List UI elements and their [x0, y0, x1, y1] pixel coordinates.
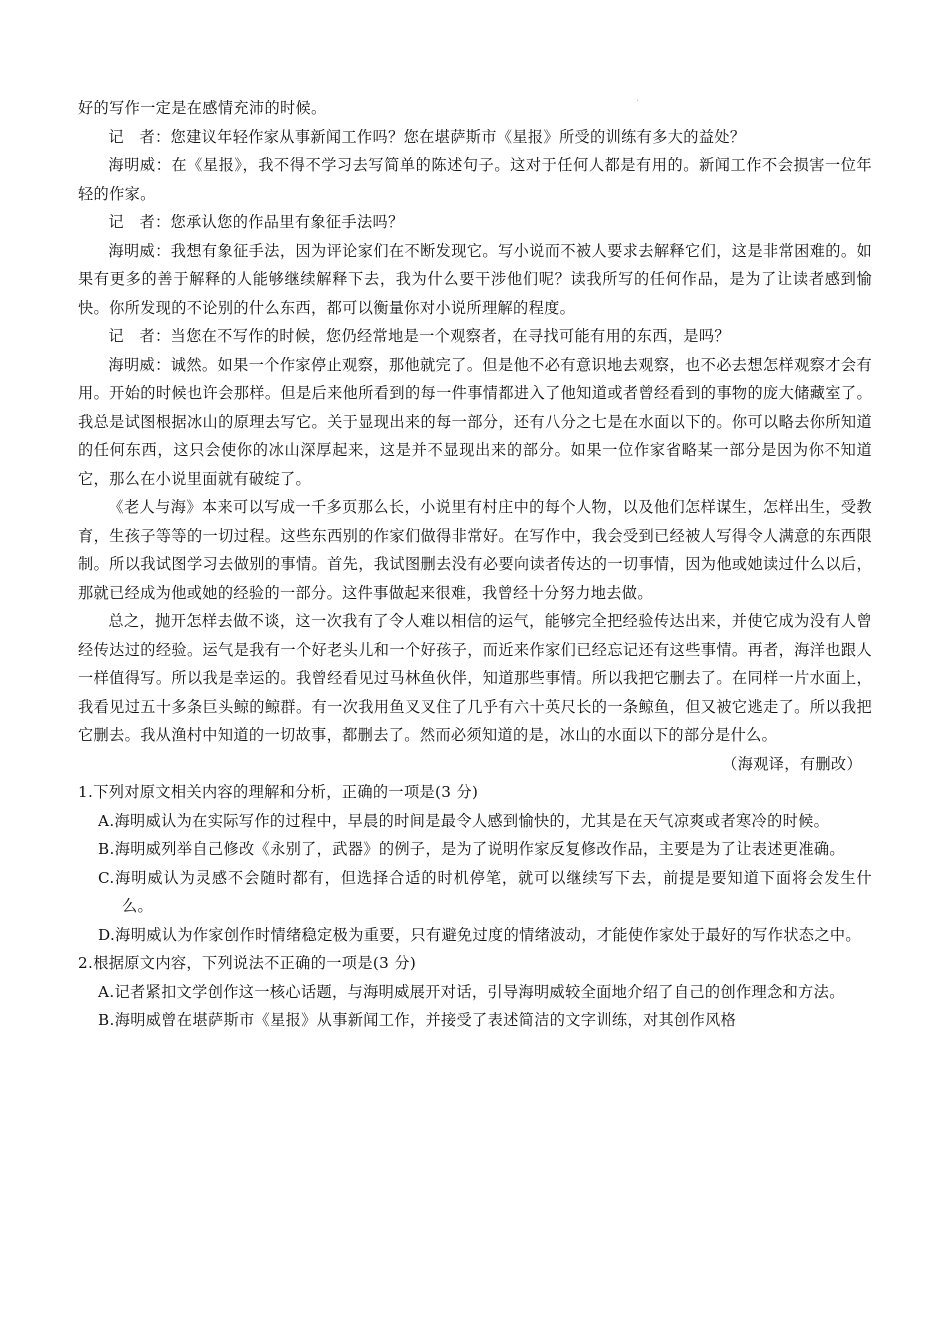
interview-paragraph: 总之，抛开怎样去做不谈，这一次我有了令人难以相信的运气，能够完全把经验传达出来，并使它成为没有人曾经传达过的经验。运气是我有一个好老头儿和一个好孩子，而近来作家们已经忘记还有这些事情。再者，海洋也跟人一样值得写。所以我是幸运的。我曾经看见过马林鱼伙伴，知道那些事情。所以我把它删去了。在同样一片水面上，我看见过五十多条巨头鲸的鲸群。有一次我用鱼叉叉住了几乎有六十英尺长的一条鲸鱼，但又被它逃走了。所以我把它删去。我从渔村中知道的一切故事，都删去了。然而必须知道的是，冰山的水面以下的部分是什么。 [78, 612, 872, 744]
question-stem: 1.下列对原文相关内容的理解和分析，正确的一项是(3 分) [78, 783, 479, 801]
interview-paragraph: 记 者：您承认您的作品里有象征手法吗？ [108, 213, 404, 231]
option-a: A.海明威认为在实际写作的过程中，早晨的时间是最令人感到愉快的，尤其是在天气凉爽或者寒冷的时候。 [98, 811, 830, 830]
option-b: B.海明威列举自己修改《永别了，武器》的例子，是为了说明作家反复修改作品，主要是为了让表述更准确。 [98, 840, 845, 858]
question-stem: 2.根据原文内容，下列说法不正确的一项是(3 分) [78, 954, 417, 972]
option-b: B.海明威曾在堪萨斯市《星报》从事新闻工作，并接受了表述简洁的文字训练，对其创作风格 [98, 1011, 737, 1029]
source-attribution: （海观译，有删改） [722, 754, 862, 773]
interview-paragraph: 海明威：诚然。如果一个作家停止观察，那他就完了。但是他不必有意识地去观察，也不必去想怎样观察才会有用。开始的时候也许会那样。但是后来他所看到的每一件事情都进入了他知道或者曾经看到的事物的庞大储藏室了。我总是试图根据冰山的原理去写它。关于显现出来的每一部分，还有八分之七是在水面以下的。你可以略去你所知道的任何东西，这只会使你的冰山深厚起来，这是并不显现出来的部分。如果一位作家省略某一部分是因为你不知道它，那么在小说里面就有破绽了。 [78, 355, 872, 488]
interview-paragraph: 《老人与海》本来可以写成一千多页那么长，小说里有村庄中的每个人物，以及他们怎样谋生，怎样出生，受教育，生孩子等等的一切过程。这些东西别的作家们做得非常好。在写作中，我会受到已经被人写得令人满意的东西限制。所以我试图学习去做别的事情。首先，我试图删去没有必要向读者传达的一切事情，因为他或她读过什么以后，那就已经成为他或她的经验的一部分。这件事做起来很难，我曾经十分努力地去做。 [78, 498, 872, 602]
interview-paragraph: 记 者：当您在不写作的时候，您仍经常地是一个观察者，在寻找可能有用的东西，是吗？ [108, 327, 730, 345]
interview-paragraph: 海明威：在《星报》，我不得不学习去写简单的陈述句子。这对于任何人都是有用的。新闻工作不会损害一位年轻的作家。 [78, 156, 872, 203]
interview-paragraph: 记 者：您建议年轻作家从事新闻工作吗？您在堪萨斯市《星报》所受的训练有多大的益处？ [108, 127, 746, 146]
option-a: A.记者紧扣文学创作这一核心话题，与海明威展开对话，引导海明威较全面地介绍了自己的创作理念和方法。 [98, 982, 845, 1001]
question-2 [78, 949, 872, 1035]
option-c: C.海明威认为灵感不会随时都有，但选择合适的时机停笔，就可以继续写下去，前提是要知道下面将会发生什么。 [98, 868, 872, 915]
interview-paragraph: 海明威：我想有象征手法，因为评论家们在不断发现它。写小说而不被人要求去解释它们，这是非常困难的。如果有更多的善于解释的人能够继续解释下去，我为什么要干涉他们呢？读我所写的任何作品，是为了让读者感到愉快。你所发现的不论别的什么东西，都可以衡量你对小说所理解的程度。 [78, 241, 872, 317]
continuation-line: 好的写作一定是在感情充沛的时候。 [78, 99, 327, 117]
option-d: D.海明威认为作家创作时情绪稳定极为重要，只有避免过度的情绪波动，才能使作家处于最好的写作状态之中。 [98, 925, 861, 944]
document-page [78, 94, 872, 1035]
question-1 [78, 778, 872, 949]
scan-speck: · [636, 96, 640, 107]
